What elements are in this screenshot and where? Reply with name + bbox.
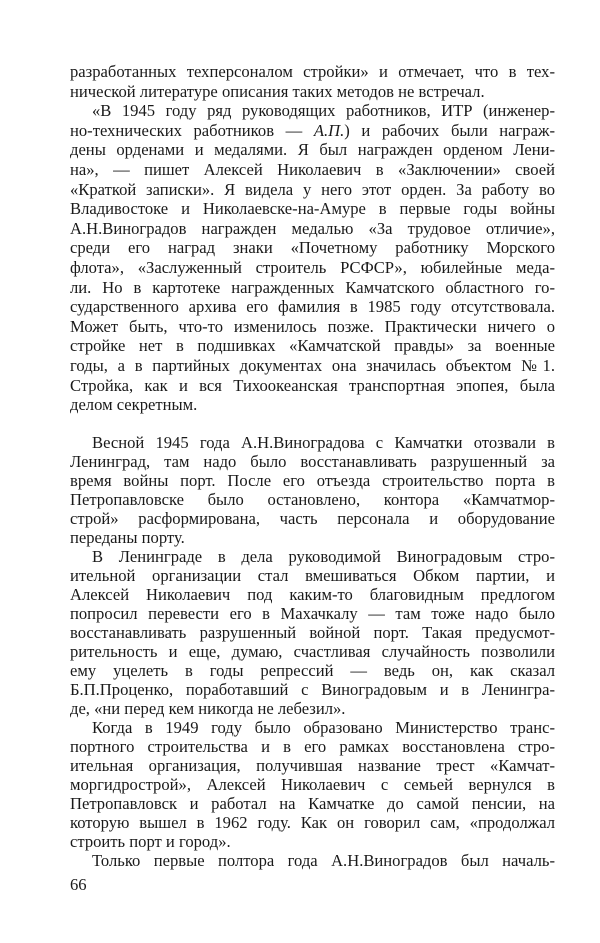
text-line: ли. Но в картотеке награжденных Камчатского областного го- bbox=[70, 277, 555, 297]
text-line bbox=[70, 121, 555, 141]
text-line: Петропавловске было остановлено, контора «Камчатмор- bbox=[70, 490, 555, 509]
text-line: ительной организации стал вмешиваться Обком партии, и bbox=[70, 566, 555, 585]
text-line: Алексей Николаевич под каким-то благовидным предлогом bbox=[70, 585, 555, 604]
text-segment: ) и рабочих были награж- bbox=[344, 120, 555, 140]
text-line: годы, а в партийных документах она значилась объектом №1. bbox=[70, 355, 555, 375]
text-section-2 bbox=[70, 433, 555, 870]
text-line: на», — пишет Алексей Николаевич в «Заключении» своей bbox=[70, 159, 555, 179]
text-line: В Ленинграде в дела руководимой Виноградовым стро- bbox=[92, 547, 555, 566]
text-line: восстанавливать разрушенный войной порт. Такая предусмот- bbox=[70, 623, 555, 642]
text-line: стройке нет в подшивках «Камчатской правды» за военные bbox=[70, 336, 555, 356]
text-line: нической литературе описания таких методов не встречал. bbox=[70, 81, 485, 101]
text-line: Весной 1945 года А.Н.Виноградова с Камчатки отозвали в bbox=[92, 433, 555, 452]
paragraph bbox=[70, 851, 555, 870]
text-line: которую вышел в 1962 году. Как он говорил сам, «продолжал bbox=[70, 813, 555, 832]
paragraph bbox=[70, 718, 555, 851]
paragraph bbox=[70, 101, 555, 415]
text-line: портного строительства и в его рамках восстановлена стро- bbox=[70, 737, 555, 756]
paragraph bbox=[70, 547, 555, 718]
text-line: время войны порт. После его отъезда строительство порта в bbox=[70, 471, 555, 490]
text-line: флота», «Заслуженный строитель РСФСР», юбилейные меда- bbox=[70, 257, 555, 277]
text-line: среди его наград знаки «Почетному работнику Морского bbox=[70, 238, 555, 258]
text-line: рительность и еще, думаю, счастливая случайность позволили bbox=[70, 642, 555, 661]
text-line: переданы порту. bbox=[70, 528, 185, 547]
text-line: строй» расформирована, часть персонала и оборудование bbox=[70, 509, 555, 528]
text-line: Когда в 1949 году было образовано Министерство транс- bbox=[92, 718, 555, 737]
text-line: дены орденами и медалями. Я был награжден орденом Лени- bbox=[70, 140, 555, 160]
paragraph bbox=[70, 433, 555, 547]
text-line: «Краткой записки». Я видела у него этот орден. За работу во bbox=[70, 179, 555, 199]
text-section-1 bbox=[70, 62, 555, 415]
text-line: Ленинград, там надо было восстанавливать разрушенный за bbox=[70, 452, 555, 471]
text-line: моргидрострой», Алексей Николаевич с семьей вернулся в bbox=[70, 775, 555, 794]
text-line: ительная организация, получившая название трест «Камчат- bbox=[70, 756, 555, 775]
text-line: «В 1945 году ряд руководящих работников, ИТР (инженер- bbox=[92, 101, 555, 121]
text-line: Б.П.Проценко, поработавший с Виноградовым и в Ленингра- bbox=[70, 680, 555, 699]
text-line: разработанных техперсоналом стройки» и отмечает, что в тех- bbox=[70, 62, 555, 81]
text-line: Петропавловск и работал на Камчатке до самой пенсии, на bbox=[70, 794, 555, 813]
text-line: делом секретным. bbox=[70, 395, 198, 415]
text-segment: но-технических работников — bbox=[70, 120, 314, 140]
page-number: 66 bbox=[70, 875, 87, 894]
text-line: Стройка, как и вся Тихоокеанская транспортная эпопея, была bbox=[70, 375, 555, 395]
text-line: Может быть, что-то изменилось позже. Практически ничего о bbox=[70, 316, 555, 336]
text-line: сударственного архива его фамилия в 1985 году отсутствовала. bbox=[70, 297, 555, 317]
text-line: попросил перевести его в Махачкалу — там тоже надо было bbox=[70, 604, 555, 623]
text-line: Владивостоке и Николаевске-на-Амуре в первые годы войны bbox=[70, 199, 555, 219]
text-line: А.Н.Виноградов награжден медалью «За трудовое отличие», bbox=[70, 218, 555, 238]
author-initials: А.П. bbox=[313, 120, 345, 140]
paragraph bbox=[70, 62, 555, 101]
text-line: строить порт и город». bbox=[70, 832, 231, 851]
text-line: де, «ни перед кем никогда не лебезил». bbox=[70, 699, 346, 718]
text-line: ему уцелеть в годы репрессий — ведь он, как сказал bbox=[70, 661, 555, 680]
text-line: Только первые полтора года А.Н.Виноградов был началь- bbox=[92, 851, 555, 870]
